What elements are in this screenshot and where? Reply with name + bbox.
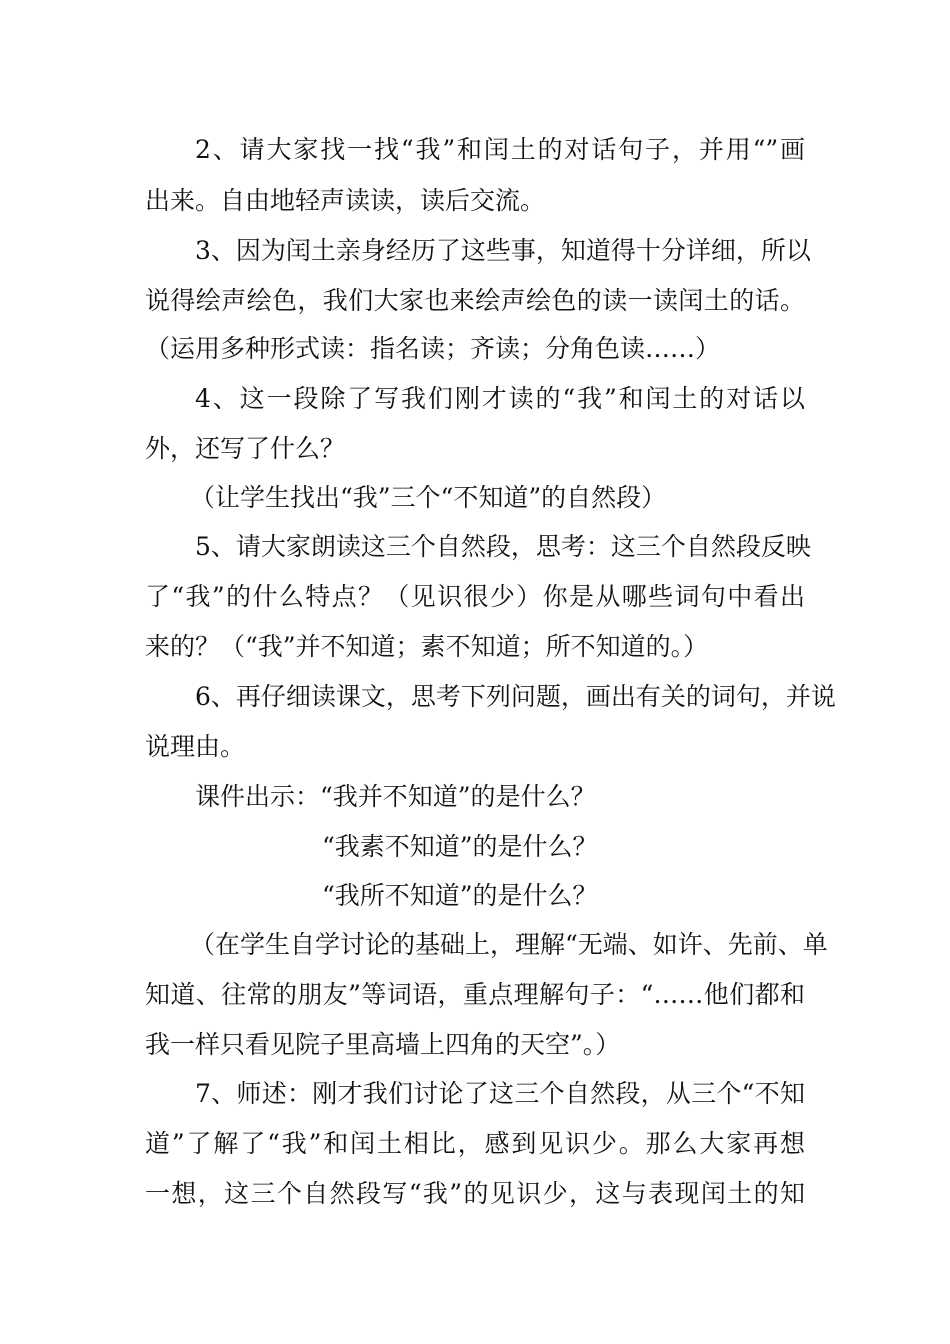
text-line: 2、请大家找一找“我”和闰土的对话句子，并用“”画 — [195, 135, 805, 164]
text-line: 来的？（“我”并不知道；素不知道；所不知道的。） — [145, 632, 709, 661]
text-line: 7、师述：刚才我们讨论了这三个自然段，从三个“不知 — [195, 1079, 805, 1108]
text-line: 课件出示：“我并不知道”的是什么？ — [195, 782, 596, 811]
text-line: 5、请大家朗读这三个自然段，思考：这三个自然段反映 — [195, 532, 811, 561]
text-line: 6、再仔细读课文，思考下列问题，画出有关的词句，并说 — [195, 682, 836, 711]
text-line: 出来。自由地轻声读读，读后交流。 — [145, 186, 546, 215]
text-line: 4、这一段除了写我们刚才读的“我”和闰土的对话以 — [195, 384, 805, 413]
text-line: “我所不知道”的是什么？ — [322, 881, 598, 910]
text-line: 说理由。 — [145, 732, 246, 761]
text-line: （让学生找出“我”三个“不知道”的自然段） — [190, 483, 667, 512]
text-line: “我素不知道”的是什么？ — [322, 832, 598, 861]
text-line: （运用多种形式读：指名读；齐读；分角色读……） — [145, 334, 721, 363]
text-line: 说得绘声绘色，我们大家也来绘声绘色的读一读闰土的话。 — [145, 286, 805, 315]
text-line: （在学生自学讨论的基础上，理解“无端、如许、先前、单 — [190, 930, 828, 959]
text-line: 外，还写了什么？ — [145, 434, 346, 463]
text-line: 我一样只看见院子里高墙上四角的天空”。） — [145, 1030, 621, 1059]
text-line: 了“我”的什么特点？（见识很少）你是从哪些词句中看出 — [145, 582, 805, 611]
text-line: 3、因为闰土亲身经历了这些事，知道得十分详细，所以 — [195, 236, 811, 265]
text-line: 一想，这三个自然段写“我”的见识少，这与表现闰土的知 — [145, 1179, 805, 1208]
text-line: 道”了解了“我”和闰土相比，感到见识少。那么大家再想 — [145, 1129, 805, 1158]
text-line: 知道、往常的朋友”等词语，重点理解句子：“……他们都和 — [145, 980, 805, 1009]
